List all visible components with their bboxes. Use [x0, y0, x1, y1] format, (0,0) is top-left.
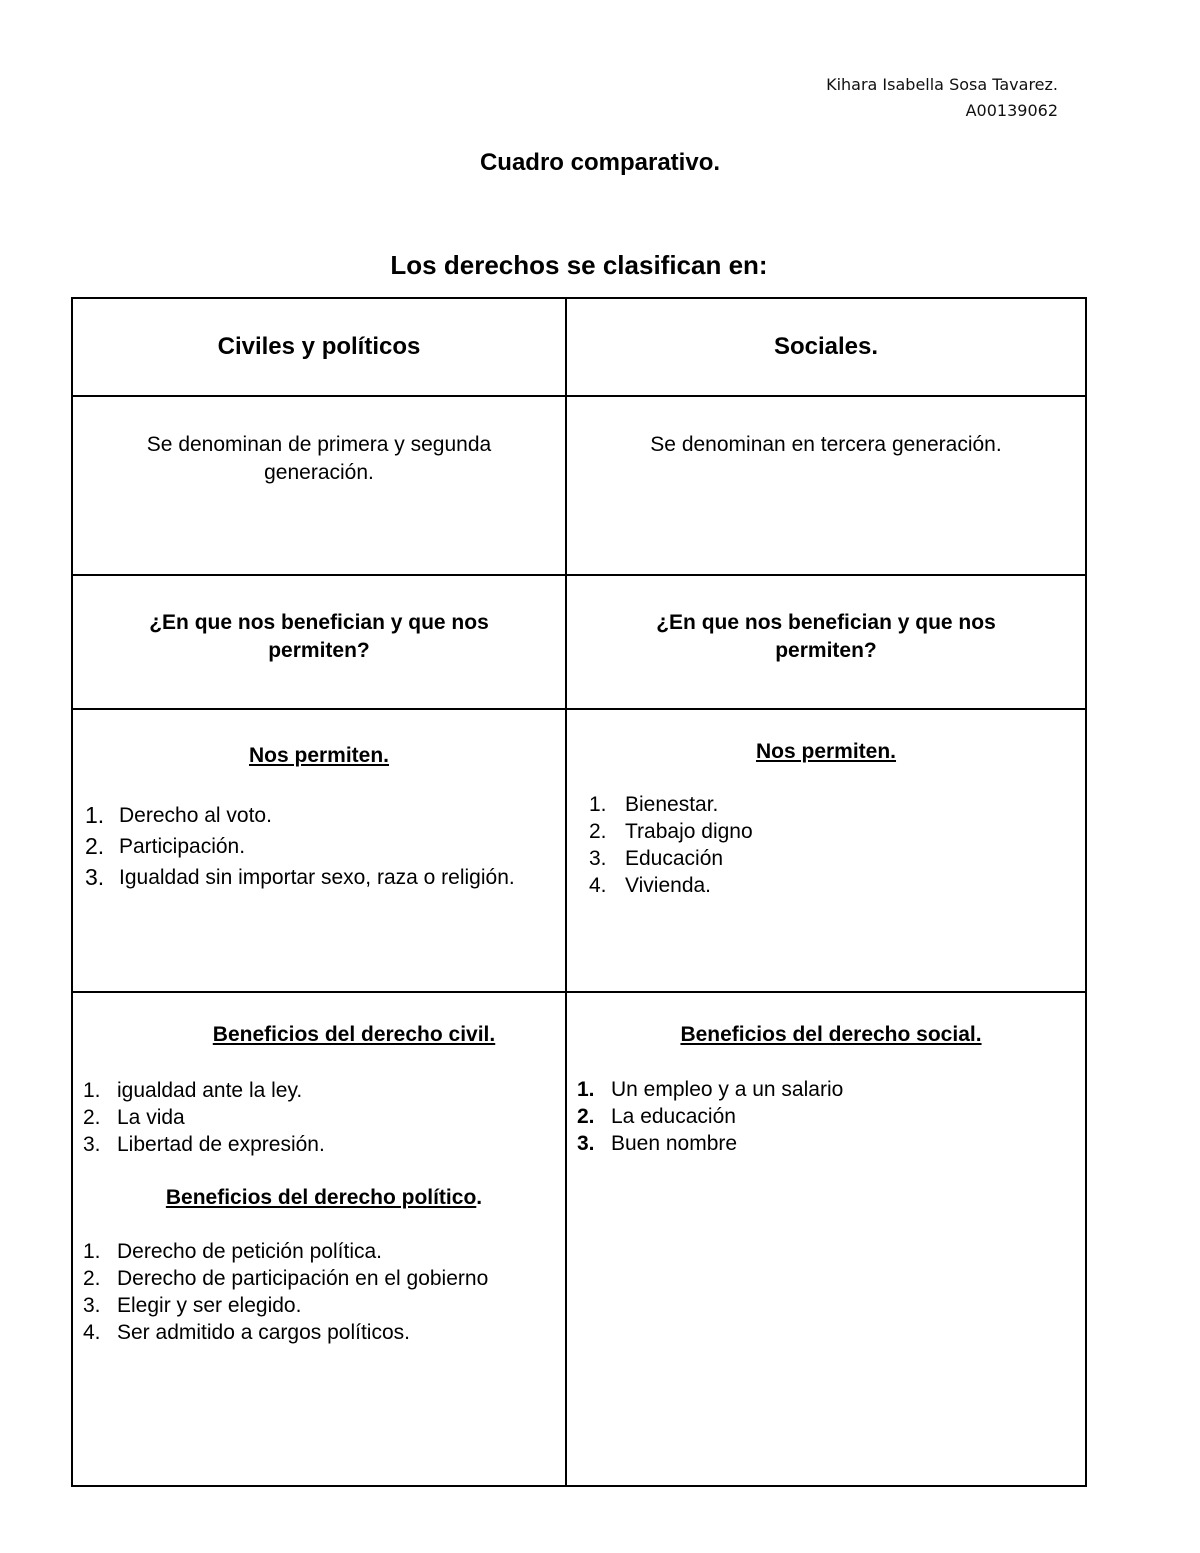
document-title: Cuadro comparativo. — [479, 149, 721, 176]
list-item: 2. Trabajo digno — [589, 820, 753, 843]
list-item: 2. Participación. — [85, 833, 246, 859]
list-item: 3. Buen nombre — [577, 1132, 738, 1155]
civil-benefits-heading: Beneficios del derecho civil. — [212, 1023, 496, 1046]
header-social: Sociales. — [566, 298, 1086, 396]
list-item: 4. Ser admitido a cargos políticos. — [83, 1321, 410, 1344]
permits-left-list — [85, 800, 565, 893]
author-block — [826, 72, 1058, 124]
table-row-headers — [72, 298, 1086, 396]
header-civil-political: Civiles y políticos — [72, 298, 566, 396]
generation-left: Se denominan de primera y segunda generación. — [72, 396, 566, 575]
list-item: 1. Un empleo y a un salario — [577, 1078, 844, 1101]
list-item: 1. Bienestar. — [589, 793, 719, 816]
civil-benefits-list — [83, 1077, 565, 1158]
table-row-question — [72, 575, 1086, 709]
question-right: ¿En que nos benefician y que nos permiten? — [566, 575, 1086, 709]
list-item: 3. Igualdad sin importar sexo, raza o religión. — [85, 864, 515, 890]
list-item: 2. La educación — [577, 1105, 736, 1128]
author-id: A00139062 — [965, 101, 1058, 120]
list-item: 1. Derecho al voto. — [85, 802, 272, 828]
political-benefits-heading: Beneficios del derecho político. — [165, 1186, 483, 1209]
comparison-table — [71, 297, 1087, 1487]
permits-right-heading: Nos permiten. — [755, 740, 897, 763]
social-benefits-list — [577, 1076, 1085, 1157]
list-item: 1. igualdad ante la ley. — [83, 1079, 303, 1102]
generation-right: Se denominan en tercera generación. — [566, 396, 1086, 575]
list-item: 2. La vida — [83, 1106, 185, 1129]
author-name: Kihara Isabella Sosa Tavarez. — [826, 75, 1058, 94]
table-row-generation — [72, 396, 1086, 575]
table-row-benefits — [72, 992, 1086, 1486]
political-benefits-list — [83, 1238, 565, 1346]
list-item: 2. Derecho de participación en el gobierno — [83, 1267, 489, 1290]
permits-left-heading: Nos permiten. — [248, 744, 390, 767]
permits-right-cell — [566, 709, 1086, 992]
document-subtitle: Los derechos se clasifican en: — [390, 250, 768, 280]
list-item: 3. Educación — [589, 847, 724, 870]
table-row-permits — [72, 709, 1086, 992]
list-item: 3. Libertad de expresión. — [83, 1133, 325, 1156]
question-left: ¿En que nos benefician y que nos permiten? — [72, 575, 566, 709]
list-item: 4. Vivienda. — [589, 874, 712, 897]
list-item: 3. Elegir y ser elegido. — [83, 1294, 302, 1317]
permits-right-list — [589, 791, 1085, 899]
list-item: 1. Derecho de petición política. — [83, 1240, 382, 1263]
social-benefits-heading: Beneficios del derecho social. — [680, 1023, 982, 1046]
benefits-right-cell — [566, 992, 1086, 1486]
permits-left-cell — [72, 709, 566, 992]
benefits-left-cell — [72, 992, 566, 1486]
